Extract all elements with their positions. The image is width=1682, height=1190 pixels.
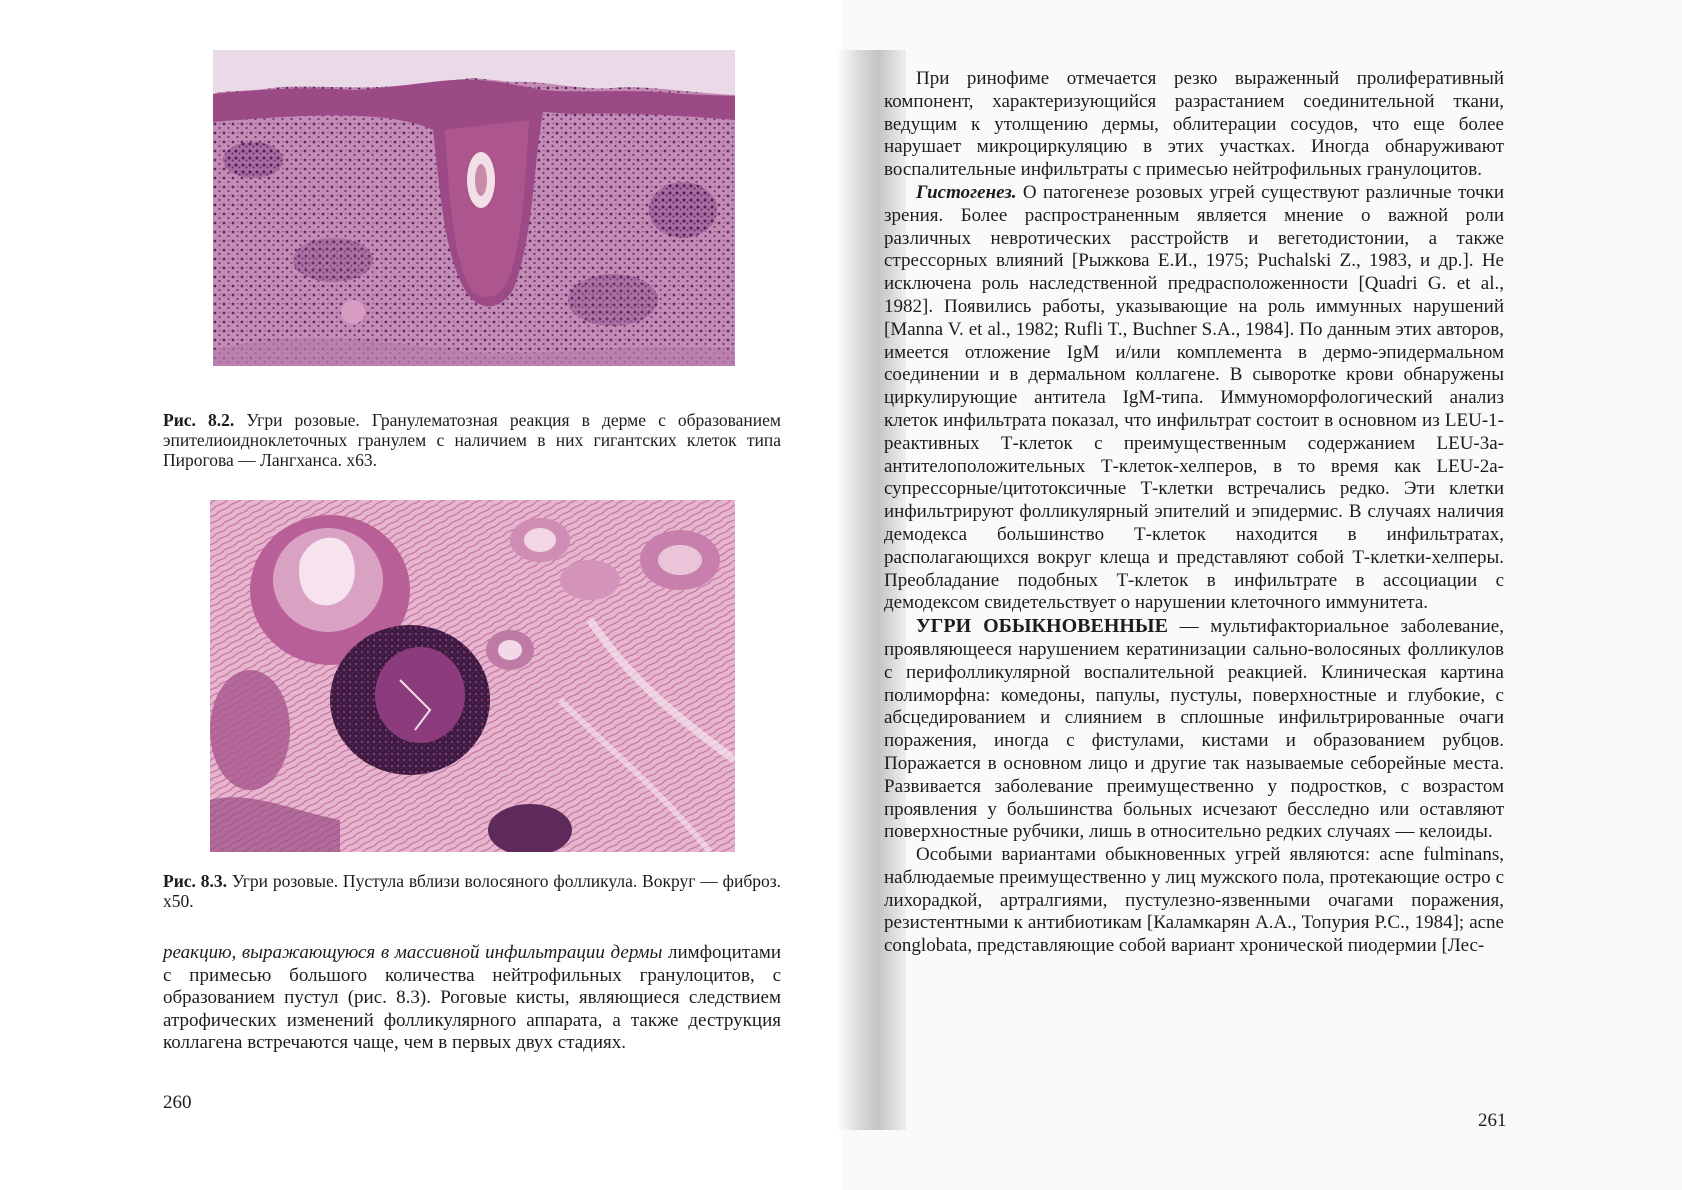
micrograph-figure-8-3 bbox=[210, 500, 735, 852]
figure-8-2-caption bbox=[163, 410, 781, 470]
italic-text: реакцию, выражающуюся в массивной инфильтрации дермы bbox=[163, 942, 663, 963]
paragraph-rhinophyma: При ринофиме отмечается резко выраженный пролиферативный компонент, характеризующийся разрастанием соединительной ткани, ведущим к утолщению дермы, облитерации сосудов, что еще более нарушает микроциркуляцию в этих участках. Иногда обнаруживают воспалительные инфильтраты с примесью нейтрофильных гранулоцитов. bbox=[884, 68, 1504, 181]
paragraph-acne-variants: Особыми вариантами обыкновенных угрей являются: acne fulminans, наблюдаемые преимущественно у лиц мужского пола, протекающие остро с лихорадкой, артралгиями, пустулезно-язвенными очагами поражения, резистентными к антибиотикам [Каламкарян А.А., Топурия Р.С., 1984]; acne conglobata, представляющие собой вариант хронической пиодермии [Лес- bbox=[884, 844, 1504, 957]
caption-text: Угри розовые. Пустула вблизи волосяного фолликула. Вокруг — фиброз. х50. bbox=[163, 871, 782, 911]
histogenesis-lead: Гистогенез. bbox=[916, 181, 1017, 203]
right-page-column bbox=[884, 68, 1504, 958]
page-number-right: 261 bbox=[1478, 1110, 1507, 1131]
acne-vulgaris-text: — мультифакториальное заболевание, проявляющееся нарушением кератинизации сально-волосяных фолликулов с перифолликулярной воспалительной реакцией. Клиническая картина полиморфна: комедоны, папулы, пустулы, поверхностные и глубокие, с абсцедированием и слиянием в сплошные инфильтрированные очаги поражения, иногда с фистулами, кистами и образованием рубцов. Поражается в основном лицо и другие так называемые себорейные места. Развивается заболевание преимущественно у подростков, с возрастом проявления у большинства больных исчезают бесследно или оставляют поверхностные рубчики, лишь в относительно редких случаях — келоиды. bbox=[884, 616, 1504, 843]
paragraph-acne-vulgaris bbox=[884, 615, 1504, 844]
figure-8-3-caption bbox=[163, 871, 781, 911]
page-number-left: 260 bbox=[163, 1092, 192, 1113]
body-text: лимфоцитами с примесью большого количества нейтрофильных гранулоцитов, с образованием пустул (рис. 8.3). Роговые кисты, являющиеся следствием атрофических изменений фолликулярного аппарата, а также деструкция коллагена встречаются чаще, чем в первых двух стадиях. bbox=[163, 942, 782, 1053]
section-heading: УГРИ ОБЫКНОВЕННЫЕ bbox=[916, 615, 1168, 638]
paragraph-histogenesis bbox=[884, 182, 1504, 615]
left-page-paragraph bbox=[163, 942, 781, 1055]
figure-label: Рис. 8.2. bbox=[163, 410, 235, 430]
histogenesis-text: О патогенезе розовых угрей существуют различные точки зрения. Более распространенным является мнение о важной роли различных невротических расстройств и вегетодистонии, а также стрессорных влияний [Рыжкова Е.И., 1975; Puchalski Z., 1983, и др.]. Не исключена роль наследственной предрасположенности [Quadri G. et al., 1982]. Появились работы, указывающие на роль иммунных нарушений [Manna V. et al., 1982; Rufli T., Buchner S.A., 1984]. По данным этих авторов, имеется отложение IgM и/или комплемента в дермо-эпидермальном соединении и в дермальном коллагене. В сыворотке крови обнаружены циркулирующие антитела IgM-типа. Иммуноморфологический анализ клеток инфильтрата показал, что инфильтрат состоит в основном из LEU-1-реактивных Т-клеток с преимущественным содержанием LEU-3а-антителоположительных Т-клеток-хелперов, в то время как LEU-2а-супрессорные/цитотоксичные Т-клетки встречались редко. Эти клетки инфильтрируют фолликулярный эпителий и эпидермис. В случаях наличия демодекса большинство Т-клеток находится в инфильтратах, располагающихся вокруг клеща и представляют собой Т-клетки-хелперы. Преобладание подобных Т-клеток в инфильтрате в ассоциации с демодексом свидетельствует о нарушении клеточного иммунитета. bbox=[884, 181, 1504, 614]
figure-label: Рис. 8.3. bbox=[163, 871, 228, 891]
caption-text: Угри розовые. Гранулематозная реакция в дерме с образованием эпителиоидноклеточных гранулем с наличием в них гигантских клеток типа Пирогова — Лангханса. х63. bbox=[163, 410, 782, 470]
micrograph-figure-8-2 bbox=[213, 50, 735, 366]
